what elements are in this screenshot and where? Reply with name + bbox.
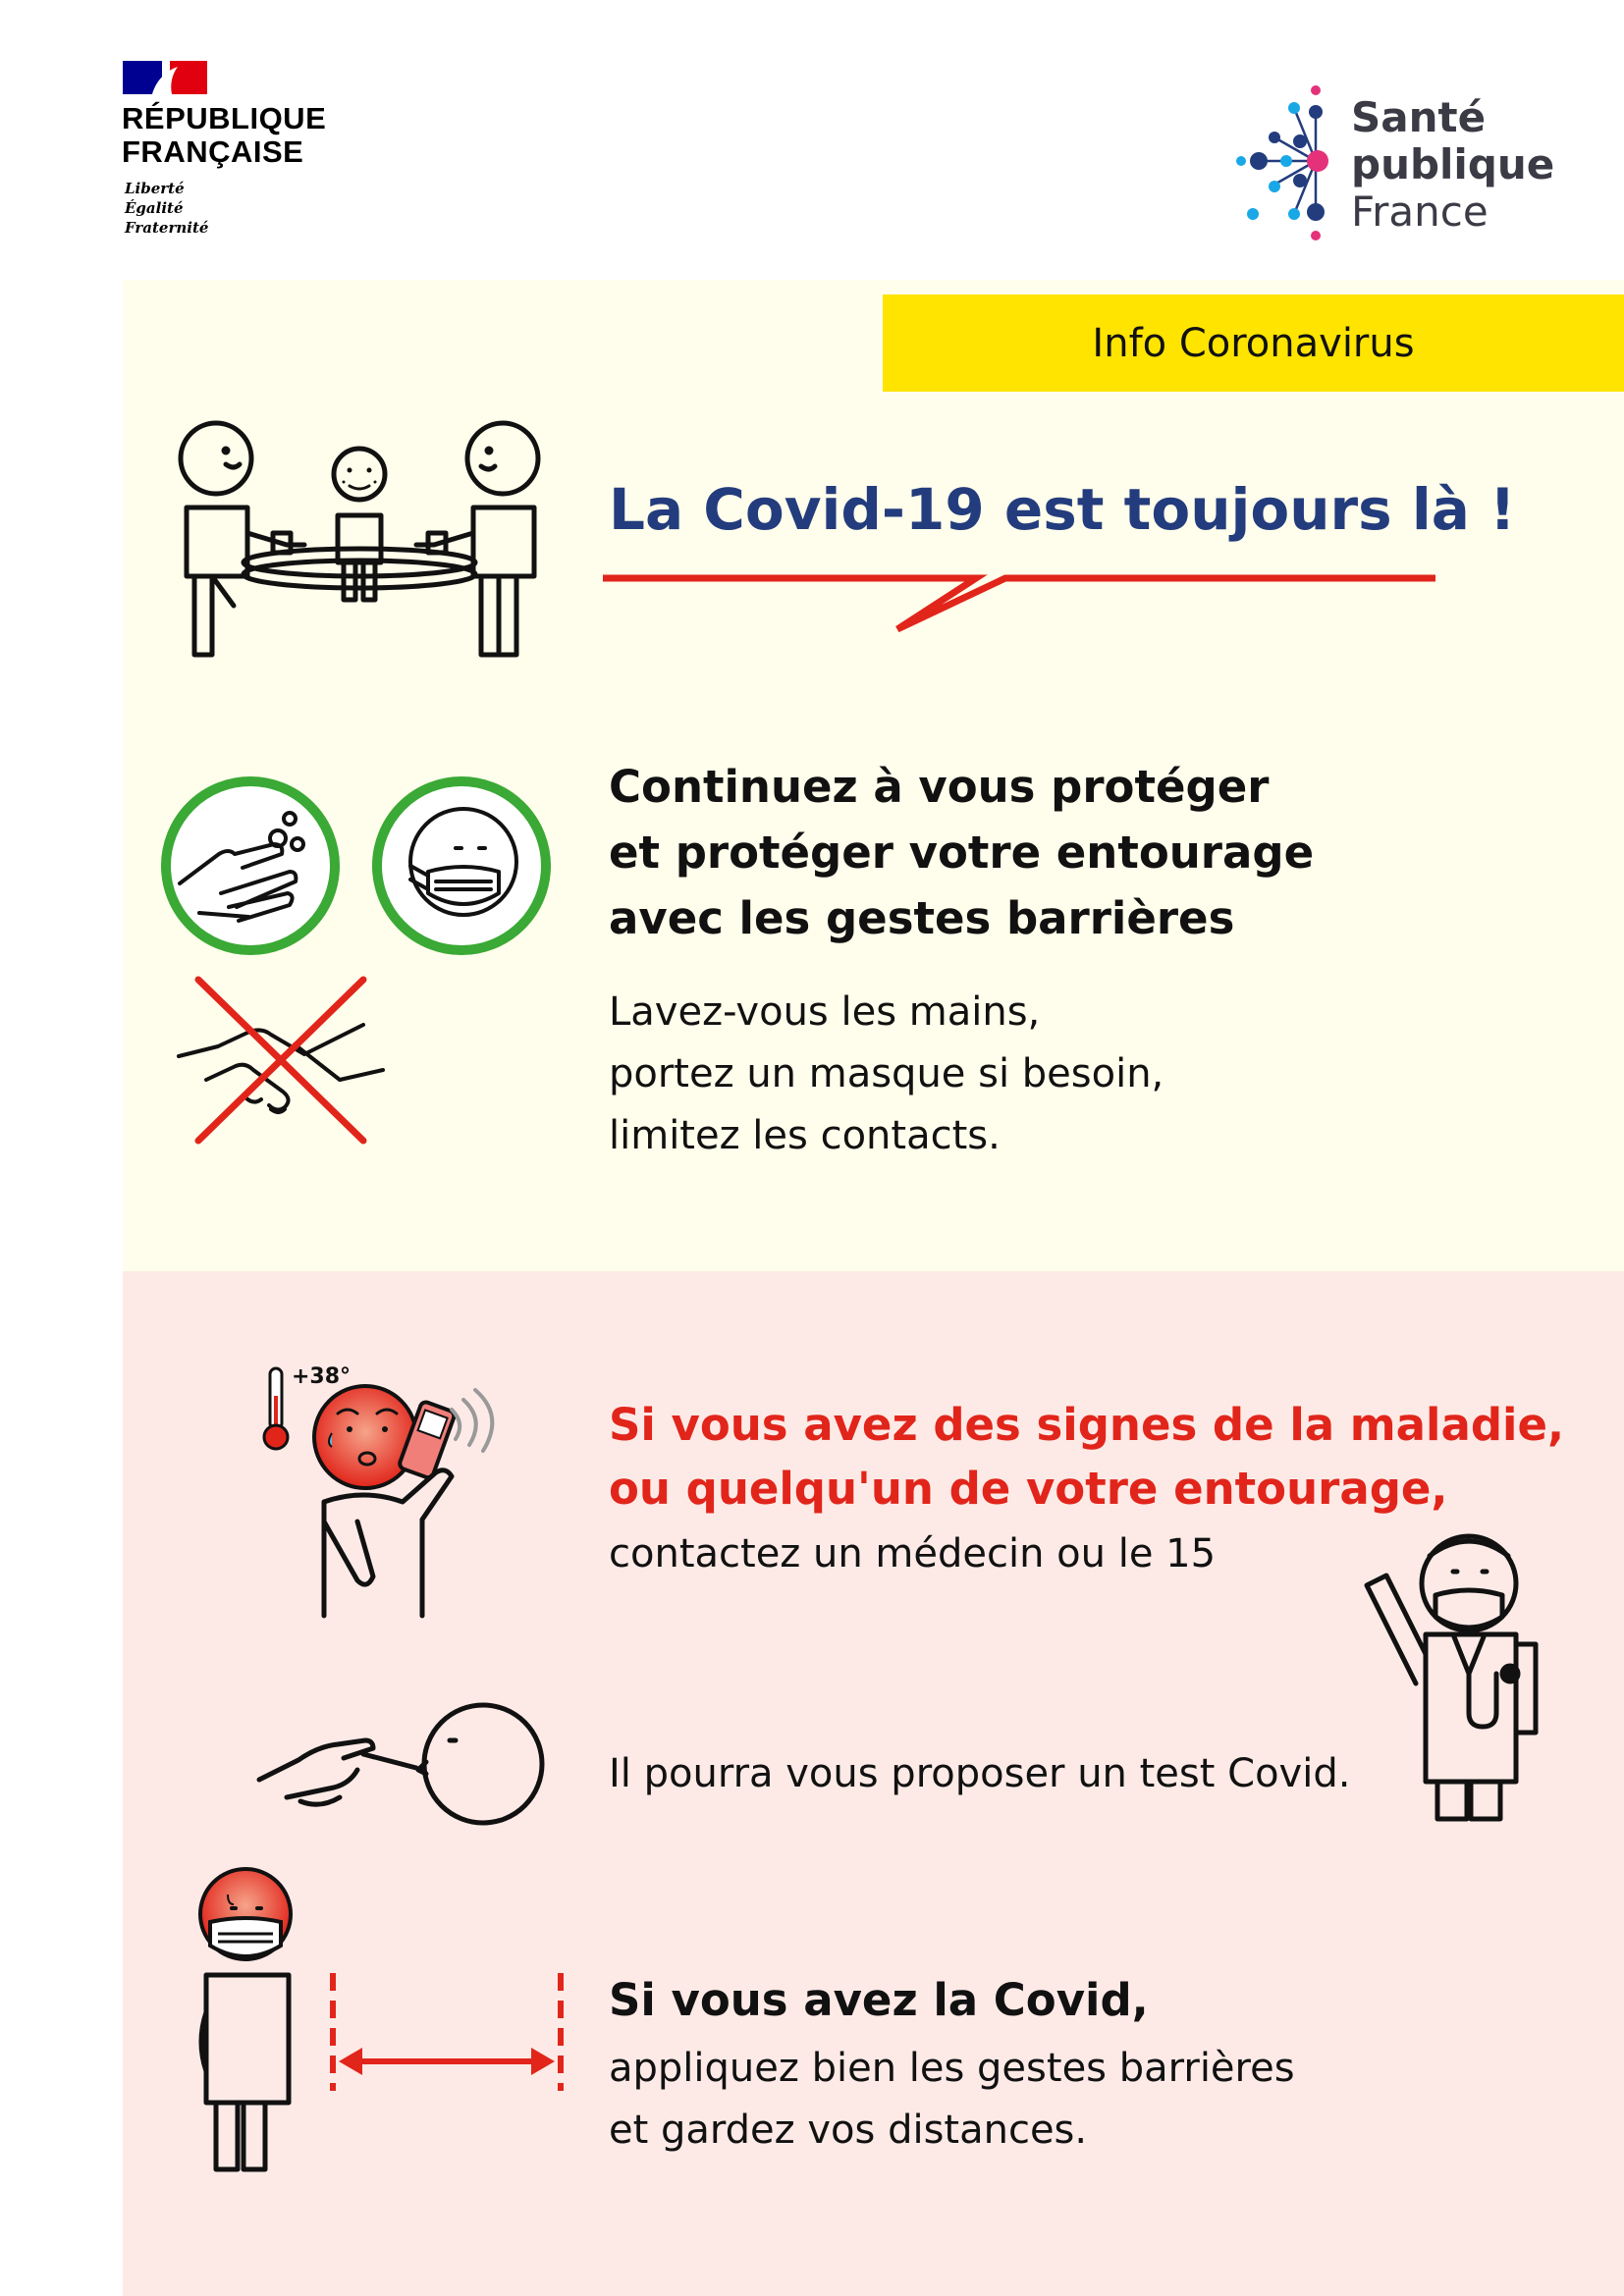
symptoms-heading-line-2: ou quelqu'un de votre entourage, [609,1463,1448,1515]
positive-body [609,2038,1295,2162]
marianne-flag-logo [123,61,207,94]
covid-test-swab-illustration [257,1703,542,1831]
motto-egalite: Égalité [125,199,184,217]
spf-sante: Santé [1351,93,1487,141]
speech-bubble-underline [603,564,1437,641]
positive-heading: Si vous avez la Covid, [609,1974,1149,2026]
motto-liberte: Liberté [125,180,185,197]
face-mask-icon [371,775,552,956]
people-at-table-illustration [157,417,569,672]
page-headline: La Covid-19 est toujours là ! [609,476,1516,543]
doctor-illustration [1355,1526,1551,1850]
distance-arrow-icon [319,1973,565,2091]
barrier-body-line-2: portez un masque si besoin, [609,1051,1164,1096]
test-body: Il pourra vous proposer un test Covid. [609,1751,1351,1796]
francaise-line: FRANÇAISE [122,134,304,169]
barrier-heading [609,754,1314,951]
masked-sick-person-illustration [189,1865,306,2179]
motto-fraternite: Fraternité [125,219,209,237]
sante-publique-france-wordmark [1351,94,1554,236]
barrier-heading-line-2: et protéger votre entourage [609,827,1315,879]
republique-line: RÉPUBLIQUE [122,101,327,135]
hand-washing-icon [160,775,341,956]
spf-france: France [1351,187,1489,236]
no-handshake-icon [177,972,383,1148]
positive-body-line-1: appliquez bien les gestes barrières [609,2046,1295,2091]
symptoms-heading-line-1: Si vous avez des signes de la maladie, [609,1399,1565,1451]
symptoms-heading [609,1393,1564,1521]
temperature-label: +38° [292,1364,352,1389]
info-coronavirus-badge: Info Coronavirus [883,294,1624,392]
barrier-body [609,982,1164,1167]
barrier-body-line-3: limitez les contacts. [609,1113,1001,1158]
sick-person-phone-illustration [295,1374,511,1620]
republique-motto [125,179,208,238]
republique-francaise-title [122,102,326,169]
positive-body-line-2: et gardez vos distances. [609,2108,1088,2153]
barrier-heading-line-1: Continuez à vous protéger [609,761,1270,813]
symptoms-body: contactez un médecin ou le 15 [609,1531,1217,1576]
sante-publique-france-logo-icon [1235,80,1333,249]
thermometer-icon [261,1366,291,1455]
barrier-body-line-1: Lavez-vous les mains, [609,989,1041,1035]
barrier-heading-line-3: avec les gestes barrières [609,892,1235,944]
spf-publique: publique [1351,140,1555,188]
